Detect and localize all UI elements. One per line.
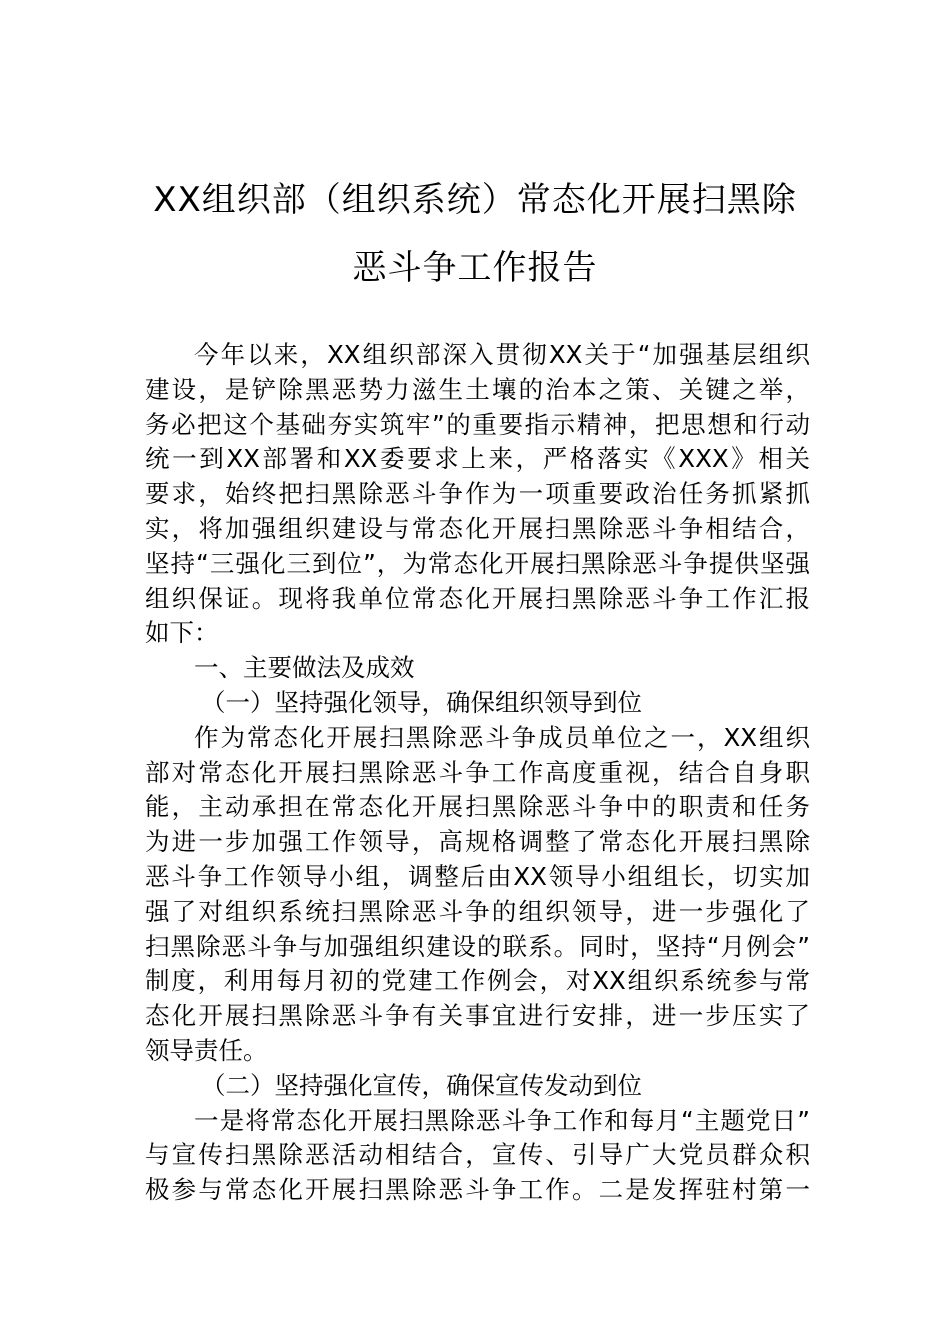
- paragraph-line: 要求，始终把扫黑除恶斗争作为一项重要政治任务抓紧抓: [145, 479, 810, 509]
- paragraph-line: 务必把这个基础夯实筑牢”的重要指示精神，把思想和行动: [145, 409, 810, 439]
- paragraph-line: 统一到XX部署和XX委要求上来，严格落实《XXX》相关: [145, 444, 810, 474]
- paragraph-line: 实，将加强组织建设与常态化开展扫黑除恶斗争相结合，: [145, 513, 810, 543]
- document-body: [145, 338, 810, 1208]
- document-title-line-2: 恶斗争工作报告: [352, 248, 598, 288]
- section-heading: 一、主要做法及成效: [194, 653, 415, 683]
- paragraph-line: 态化开展扫黑除恶斗争有关事宜进行安排，进一步压实了: [145, 1001, 810, 1031]
- paragraph-line: 强了对组织系统扫黑除恶斗争的组织领导，进一步强化了: [145, 896, 810, 926]
- paragraph-line: 极参与常态化开展扫黑除恶斗争工作。二是发挥驻村第一: [145, 1175, 810, 1205]
- paragraph-line: 扫黑除恶斗争与加强组织建设的联系。同时，坚持“月例会”: [145, 931, 810, 961]
- paragraph-line: 一是将常态化开展扫黑除恶斗争工作和每月“主题党日”: [194, 1105, 810, 1135]
- paragraph-line: 领导责任。: [145, 1035, 268, 1065]
- paragraph-line: 建设，是铲除黑恶势力滋生土壤的治本之策、关键之举，: [145, 374, 810, 404]
- subsection-heading: （一）坚持强化领导，确保组织领导到位: [201, 687, 642, 717]
- paragraph-line: 组织保证。现将我单位常态化开展扫黑除恶斗争工作汇报: [145, 583, 810, 613]
- paragraph-line: 与宣传扫黑除恶活动相结合，宣传、引导广大党员群众积: [145, 1140, 810, 1170]
- paragraph-line: 部对常态化开展扫黑除恶斗争工作高度重视，结合自身职: [145, 757, 810, 787]
- subsection-heading: （二）坚持强化宣传，确保宣传发动到位: [201, 1070, 642, 1100]
- paragraph-line: 能，主动承担在常态化开展扫黑除恶斗争中的职责和任务: [145, 792, 810, 822]
- paragraph-line: 如下：: [145, 618, 219, 648]
- paragraph-line: 作为常态化开展扫黑除恶斗争成员单位之一，XX组织: [194, 722, 810, 752]
- paragraph-line: 坚持“三强化三到位”，为常态化开展扫黑除恶斗争提供坚强: [145, 548, 810, 578]
- paragraph-line: 今年以来，XX组织部深入贯彻XX关于“加强基层组织: [194, 340, 810, 369]
- paragraph-line: 制度，利用每月初的党建工作例会，对XX组织系统参与常: [145, 966, 810, 996]
- paragraph-line: 为进一步加强工作领导，高规格调整了常态化开展扫黑除: [145, 827, 810, 857]
- paragraph-line: 恶斗争工作领导小组，调整后由XX领导小组组长，切实加: [145, 861, 810, 891]
- document-title-line-1: XX组织部（组织系统）常态化开展扫黑除: [153, 180, 797, 220]
